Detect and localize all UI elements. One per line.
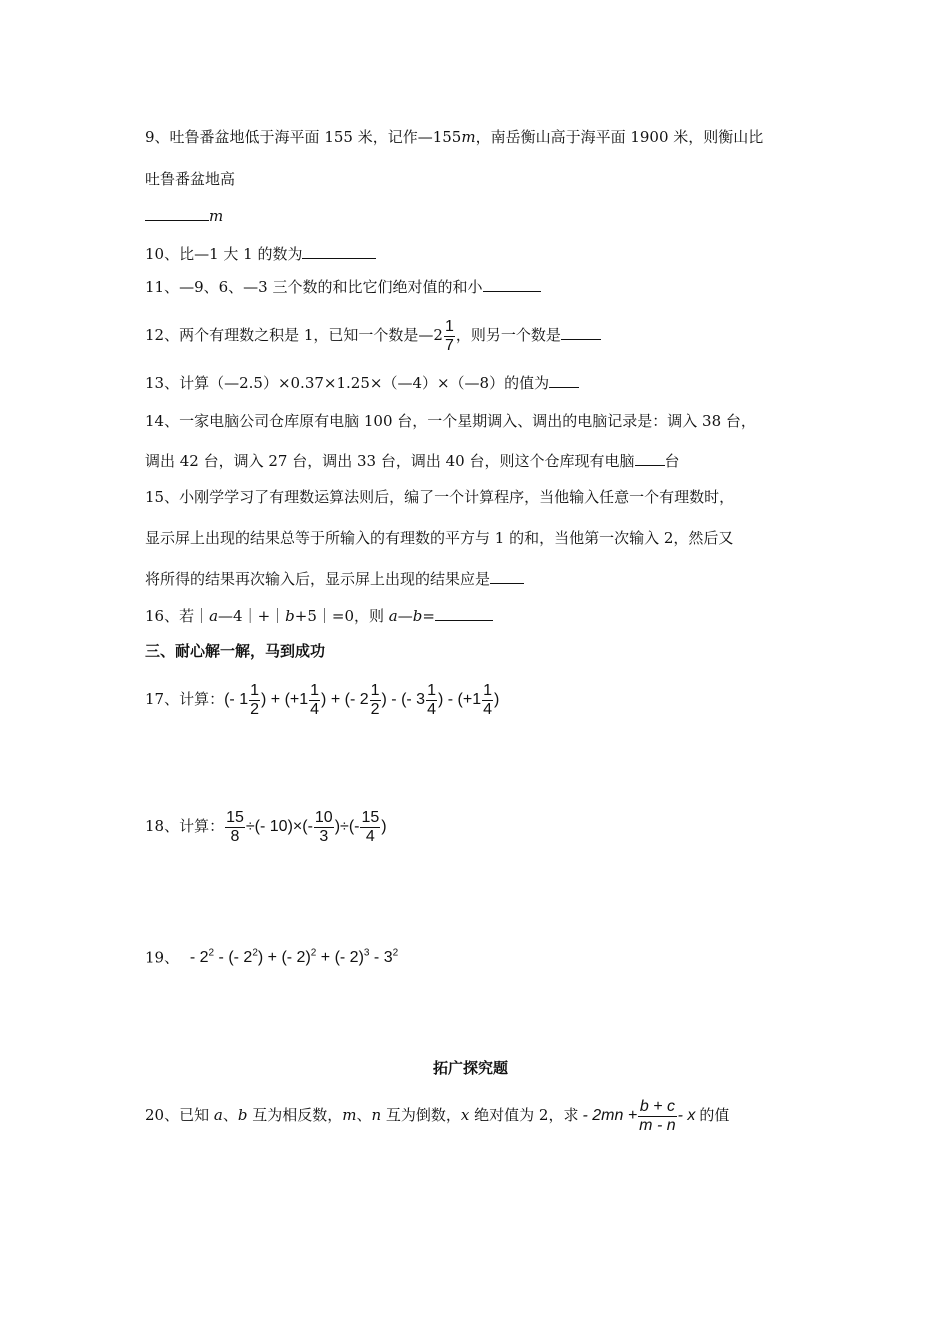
section-4-heading: 拓广探究题	[433, 1059, 509, 1077]
fraction: $\frac{1}{2}$	[250, 681, 259, 718]
question-11: 11、—9、6、—3 三个数的和比它们绝对值的和小	[145, 277, 541, 297]
question-20: 20、已知 a、b 互为相反数，m、n 互为倒数，x 绝对值为 2，求 - 2mn + $\frac{b + c}{m - n}$ - x 的值	[145, 1097, 730, 1134]
question-17: 17、计算：(- 1 $\frac{1}{2}$ ) + (+1 $\frac{1}{4}$ ) + (- 2 $\frac{1}{2}$ ) - (- 3 $\frac{1}{4}$ ) - (+1 $\frac{1}{4}$ )	[145, 681, 500, 718]
section-3-heading: 三、耐心解一解，马到成功	[145, 642, 326, 660]
fraction: $\frac{10}{3}$	[314, 808, 333, 845]
answer-blank[interactable]	[549, 373, 579, 388]
fraction: $\frac{15}{8}$	[226, 808, 244, 845]
answer-blank[interactable]	[145, 206, 209, 221]
question-9-line-2: 吐鲁番盆地高	[145, 170, 236, 188]
question-9-answer: m	[145, 206, 223, 226]
answer-blank[interactable]	[490, 569, 524, 584]
question-15-line-3: 将所得的结果再次输入后，显示屏上出现的结果应是	[145, 569, 524, 589]
fraction: $\frac{15}{4}$	[361, 808, 380, 845]
question-14-line-1: 14、一家电脑公司仓库原有电脑 100 台，一个星期调入、调出的电脑记录是：调入 38 台，	[145, 412, 756, 430]
question-12: 12、两个有理数之积是 1，已知一个数是—2 $\frac{1}{7}$ ，则另一个数是	[145, 315, 601, 355]
question-16: 16、若｜a—4｜+｜b+5｜=0，则 a—b=	[145, 606, 493, 626]
question-15-line-2: 显示屏上出现的结果总等于所输入的有理数的平方与 1 的和，当他第一次输入 2，然后又	[145, 529, 734, 547]
answer-blank[interactable]	[302, 244, 376, 259]
answer-blank[interactable]	[561, 325, 601, 340]
answer-blank[interactable]	[435, 606, 493, 621]
question-13: 13、计算（—2.5）×0.37×1.25×（—4）×（—8）的值为	[145, 373, 579, 393]
fraction: $\frac{1}{4}$	[483, 681, 492, 718]
question-9-line-1: 9、吐鲁番盆地低于海平面 155 米，记作—155m，南岳衡山高于海平面 1900 米，则衡山比	[145, 128, 764, 146]
expression: - $2^2$ - (- $2^2$) + (- 2)$^2$ + (- $2)^3 - 3^2$	[189, 948, 399, 967]
answer-blank[interactable]	[483, 277, 541, 292]
answer-blank[interactable]	[635, 451, 665, 466]
question-19: 19、 - $2^2$ - (- $2^2$) + (- 2)$^2$ + (- $2)^3 - 3^2$	[145, 948, 399, 967]
question-18: 18、计算： $\frac{15}{8}$ ÷(- 10)×(- $\frac{10}{3}$ )÷(- $\frac{15}{4}$ )	[145, 808, 387, 845]
question-15-line-1: 15、小刚学学习了有理数运算法则后，编了一个计算程序，当他输入任意一个有理数时，	[145, 488, 735, 506]
fraction: $\frac{1}{7}$	[444, 317, 454, 354]
question-10: 10、比—1 大 1 的数为	[145, 244, 376, 264]
question-14-line-2: 调出 42 台，调入 27 台，调出 33 台，调出 40 台，则这个仓库现有电脑 台	[145, 452, 680, 470]
fraction: $\frac{1}{2}$	[370, 681, 380, 718]
fraction: $\frac{1}{4}$	[427, 681, 436, 718]
fraction: $\frac{1}{4}$	[310, 681, 320, 718]
fraction: $\frac{b + c}{m - n}$	[639, 1097, 676, 1134]
